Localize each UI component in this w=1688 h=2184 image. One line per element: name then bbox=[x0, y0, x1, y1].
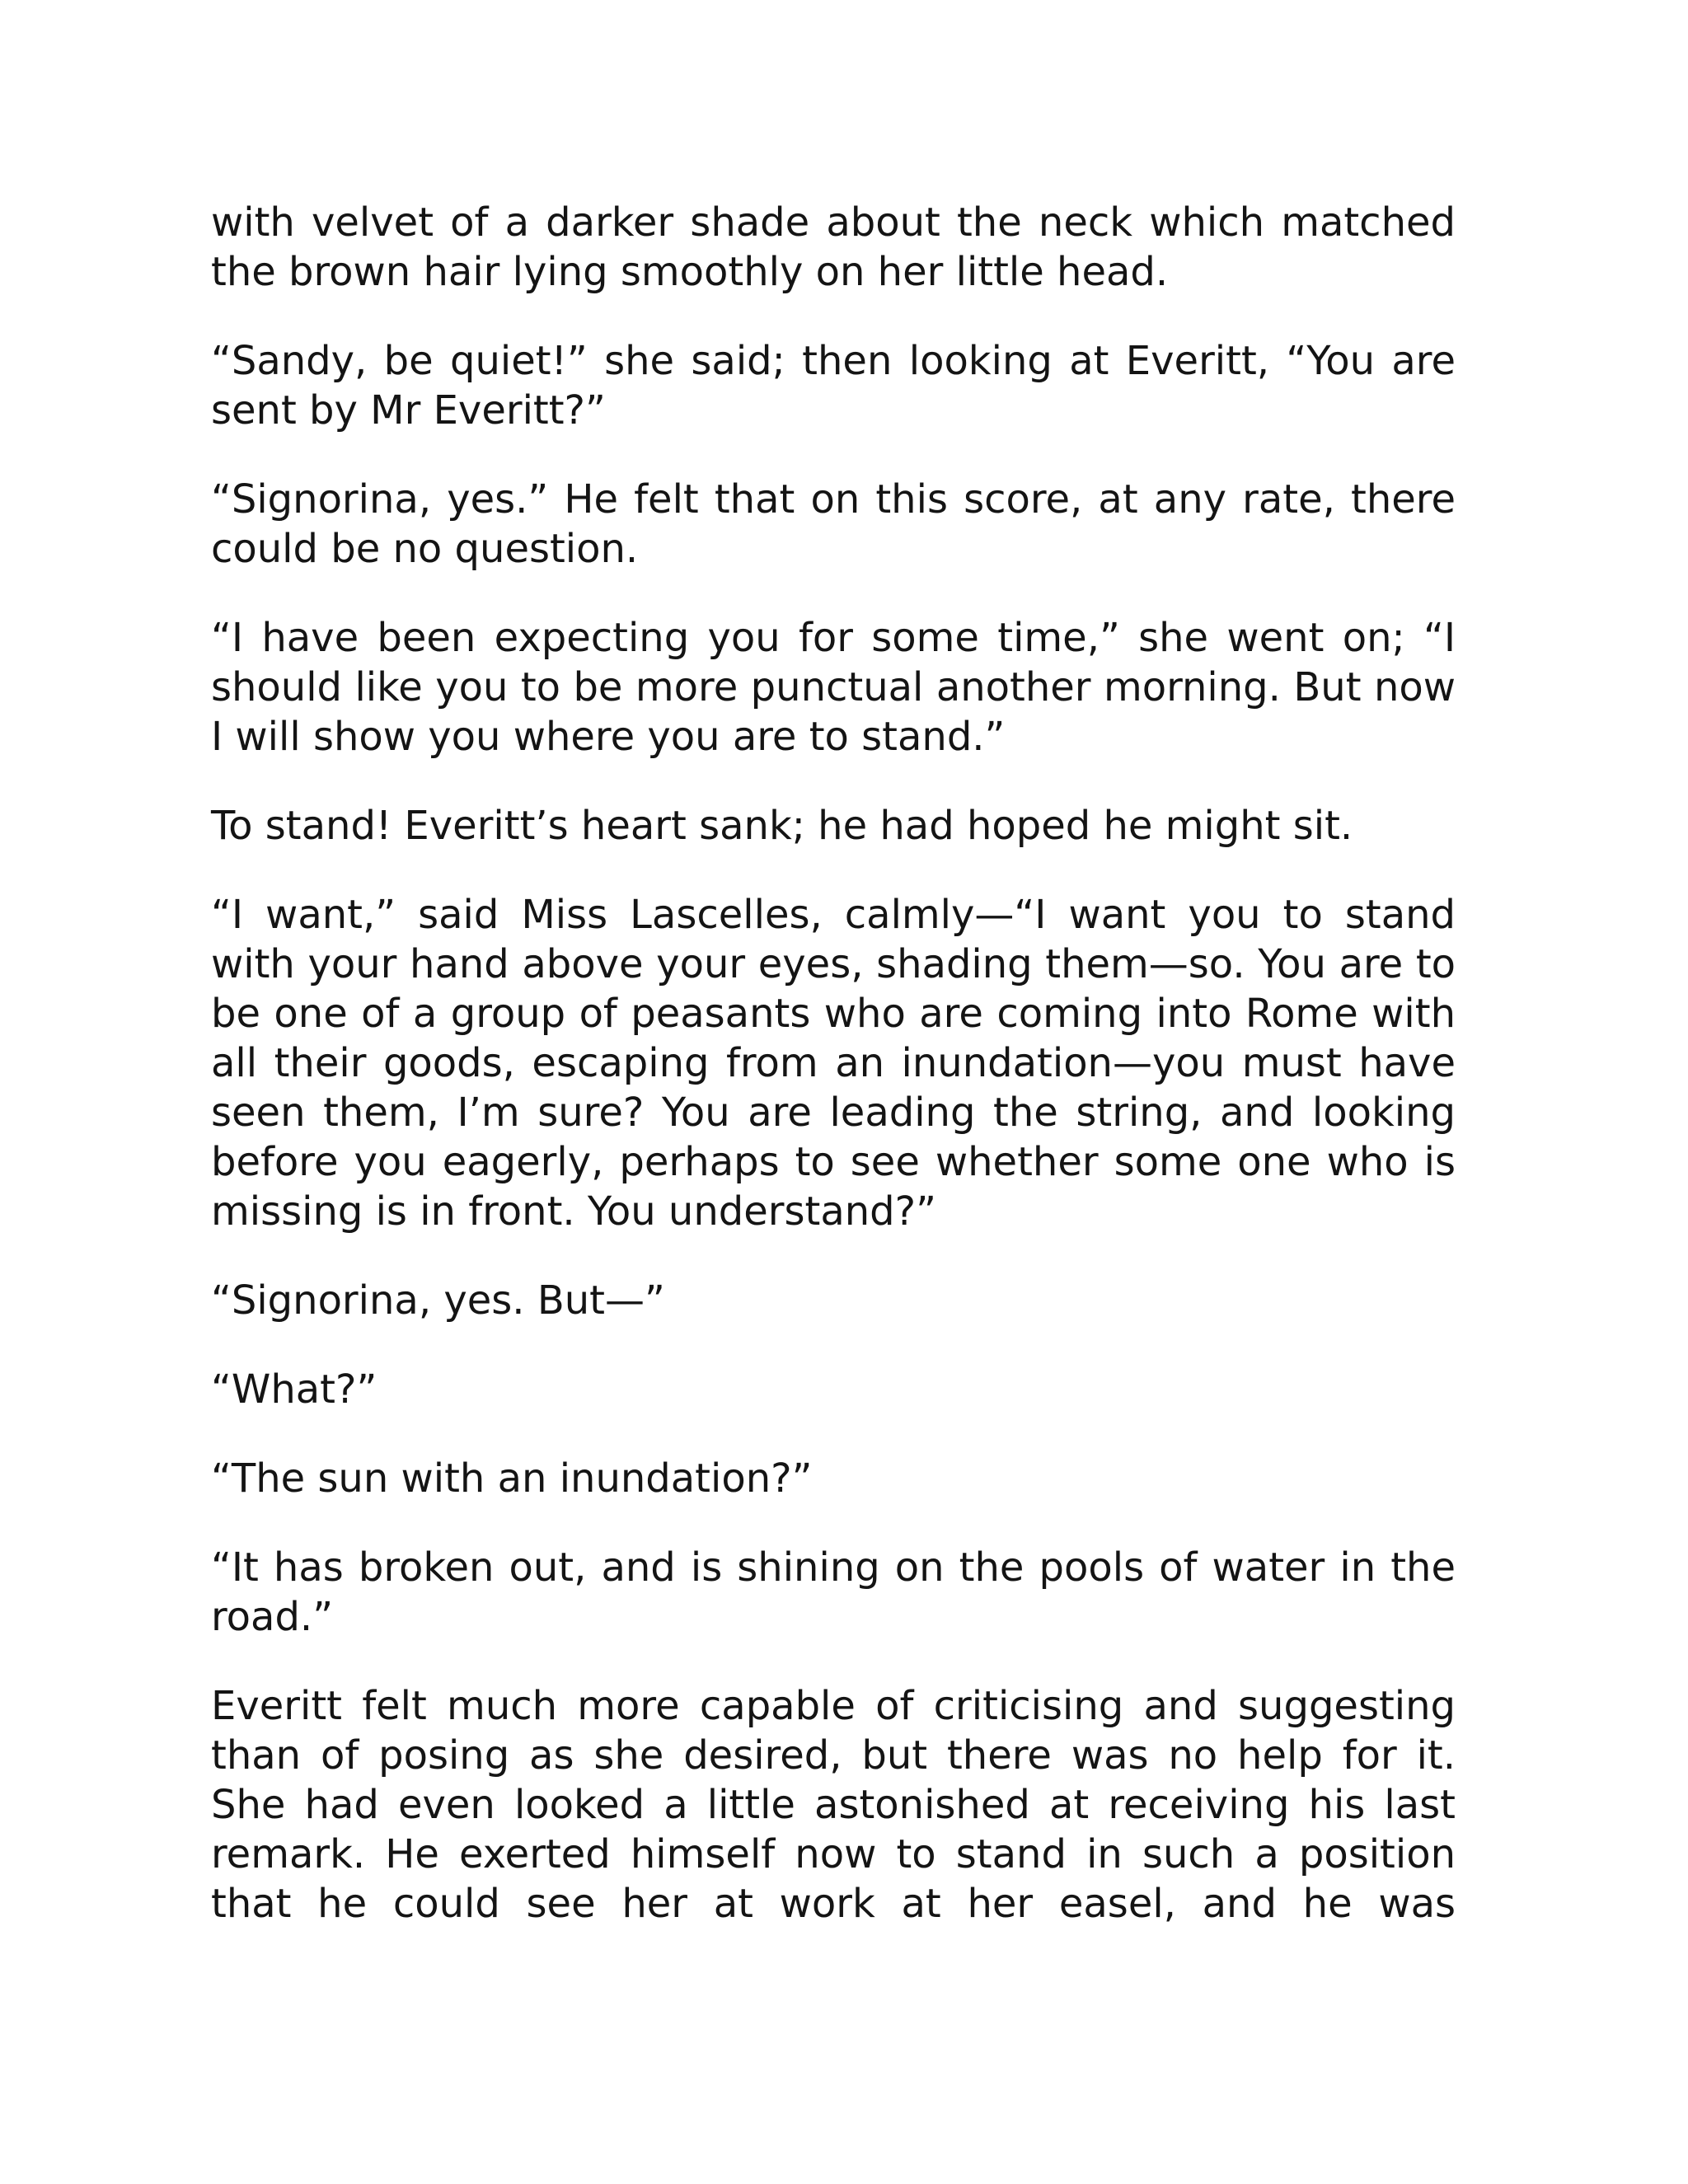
paragraph-5: To stand! Everitt’s heart sank; he had hoped he might sit. bbox=[211, 803, 1353, 849]
paragraph-10: “It has broken out, and is shining on the pools of water in the road.” bbox=[211, 1544, 1456, 1640]
paragraph-9: “The sun with an inundation?” bbox=[211, 1455, 813, 1502]
document-body bbox=[211, 198, 1456, 1929]
paragraph-8: “What?” bbox=[211, 1366, 377, 1413]
paragraph-2: “Sandy, be quiet!” she said; then looking at Everitt, “You are sent by Mr Everitt?” bbox=[211, 338, 1456, 434]
paragraph-6: “I want,” said Miss Lascelles, calmly—“I want you to stand with your hand above your eyes, shading them—so. You are to be one of a group of peasants who are coming into Rome with all their goods, escaping from an inundation—you must have seen them, I’m sure? You are leading the string, and looking before you eagerly, perhaps to see whether some one who is missing is in front. You understand?” bbox=[211, 892, 1456, 1235]
paragraph-7: “Signorina, yes. But—” bbox=[211, 1277, 665, 1324]
paragraph-4: “I have been expecting you for some time,” she went on; “I should like you to be more punctual another morning. But now I will show you where you are to stand.” bbox=[211, 615, 1456, 760]
paragraph-3: “Signorina, yes.” He felt that on this score, at any rate, there could be no question. bbox=[211, 476, 1456, 572]
paragraph-1: with velvet of a darker shade about the neck which matched the brown hair lying smoothly on her little head. bbox=[211, 199, 1456, 295]
paragraph-11: Everitt felt much more capable of criticising and suggesting than of posing as she desired, but there was no help for it. She had even looked a little astonished at receiving his last remark. He exerted himself now to stand in such a position that he could see her at work at her easel, and he was bbox=[211, 1683, 1456, 1927]
